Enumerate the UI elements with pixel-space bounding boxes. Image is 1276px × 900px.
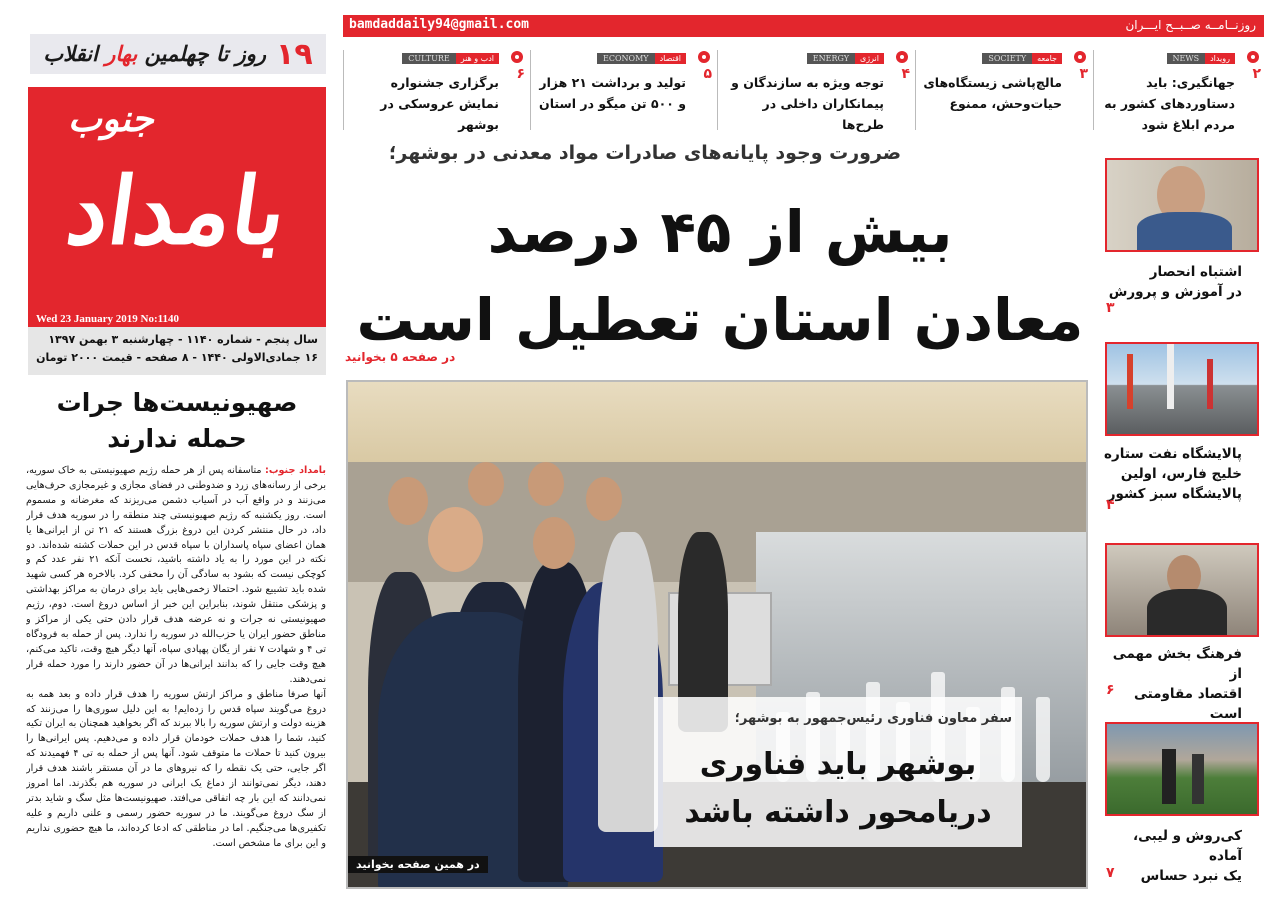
teaser-bullet-icon [511,51,523,63]
section-tag: ENERGY انرژی [807,52,884,64]
right-story-3[interactable]: فرهنگ بخش مهمی از اقتصاد مقاومتی است [1112,646,1242,722]
contact-email[interactable]: bamdaddaily94@gmail.com [349,17,530,32]
teaser-text: تولید و برداشت ۲۱ هزار و ۵۰۰ تن میگو در استان [539,75,686,111]
section-tag: ECONOMY اقتصاد [597,52,686,64]
teaser-bullet-icon [1074,51,1086,63]
page-number: ۲ [1252,66,1261,82]
issue-line-1: سال پنجم - شماره ۱۱۴۰ - چهارشنبه ۳ بهمن ۱۳۹۷ [48,333,318,346]
right-story-4[interactable]: کی‌روش و لیبی، آماده یک نبرد حساس [1133,828,1242,884]
page-number: ۳ [1079,66,1088,82]
countdown-text: روز تا چهلمین بهار انقلاب [43,42,267,66]
logo-subtitle: جنوب [68,99,154,140]
right-story-2[interactable]: پالایشگاه نفت ستاره خلیج فارس، اولین پالایشگاه سبز کشور [1104,446,1242,502]
teaser-news[interactable] [1093,50,1265,130]
main-photo[interactable] [346,380,1088,889]
teaser-energy[interactable] [717,50,914,130]
paper-type-label: روزنــامــه صــبــح ایـــران [1125,18,1256,32]
section-tag: NEWS رویداد [1167,52,1235,64]
teaser-economy[interactable] [530,50,716,130]
teaser-text: توجه ویژه به سازندگان و پیمانکاران داخلی در طرح‌ها [731,75,884,132]
issue-date-en: Wed 23 January 2019 No:1140 [36,313,180,325]
page-number: ۶ [516,66,525,82]
photo-caption-box[interactable] [654,697,1022,847]
page-number: ۴ [1106,497,1115,513]
top-strip [343,15,1264,37]
right-story-1[interactable]: اشتباه انحصار در آموزش و پرورش [1108,264,1242,300]
teaser-society[interactable] [915,50,1092,130]
teaser-bullet-icon [698,51,710,63]
page-number: ۷ [1106,865,1115,881]
photo-ceiling [348,382,1086,462]
section-tag: CULTURE ادب و هنر [402,52,499,64]
article-paragraph-1: متاسفانه پس از هر حمله رژیم صهیونیستی به خاک سوریه، برخی از رسانه‌های زرد و ضدوطنی در فضای مجازی و غیرمجازی حرف‌هایی می‌زنند و در واقع آب در آسیاب دشمن می‌ریزند که مغرضانه و مسموم است. روز یکشنبه که رژیم صهیونیستی چند منطقه را در سوریه هدف قرار داد، در حال منتشر کردن این دروغ بزرگ هستند که ۲۱ تن از ایرانی‌ها یا همان اعضای سپاه پاسداران با سپاه قدس در این حملات کشته شده‌اند. دو نکته در این مورد را به یاد داشته باشید، نخست آنکه ۲۱ نفر عدد کم و کوچکی نیست که بشود به سادگی آن را مخفی کرد. بالاخره هر کسی شهید شده باید تشییع شود. احتمالا زخمی‌هایی باید برای درمان به مراکز بهداشتی و پزشکی منتقل شوند، بنابراین این خبر از اساس دروغ است. دوم، رژیم صهیونیستی نه جرات و نه عرضه هدف قرار دادن حتی یکی از مراکز و مناطق حضور ایران یا حزب‌الله در سوریه را ندارد. پس از حمله به فرودگاه تی ۴ و شهادت ۷ نفر از یگان پهپادی سپاه، آنها دیگر هیچ وقت، تاکید می‌کنم، هیچ وقت جایی را که بدانند ایرانی‌ها در آن حضور دارند را مورد حمله قرار نمی‌دهند. [26,465,326,685]
revolution-countdown [30,34,326,74]
logo-wordmark: بامداد [60,157,294,265]
photo-kicker: سفر معاون فناوری رئیس‌جمهور به بوشهر؛ [734,711,1012,726]
newspaper-logo[interactable] [28,87,326,327]
teaser-text: مالچ‌پاشی زیستگاه‌های حیات‌وحش، ممنوع [923,75,1062,111]
teaser-bullet-icon [1247,51,1259,63]
article-lead: بامداد جنوب: [265,465,326,476]
thumb-education[interactable] [1105,158,1259,252]
page-number: ۳ [1106,300,1115,316]
thumb-football[interactable] [1105,722,1259,816]
page-number: ۵ [703,66,712,82]
teaser-text: جهانگیری: باید دستاوردهای کشور به مردم ابلاغ شود [1104,75,1235,132]
teaser-text: برگزاری جشنواره نمایش عروسکی در بوشهر [380,75,499,132]
page-number: ۶ [1106,682,1115,698]
photo-headline: بوشهر باید فناوری دریامحور داشته باشد [684,747,992,830]
issue-info [28,327,326,375]
section-tag: SOCIETY جامعه [982,52,1062,64]
in-page-note: در همین صفحه بخوانید [348,856,488,873]
issue-line-2: ۱۶ جمادی‌الاولی ۱۴۴۰ - ۸ صفحه - قیمت ۲۰۰۰ تومان [36,351,318,364]
main-kicker: ضرورت وجود پایانه‌های صادرات مواد معدنی در بوشهر؛ [388,142,902,164]
left-article-body [26,464,326,884]
thumb-refinery[interactable] [1105,342,1259,436]
article-paragraph-2: آنها صرفا مناطق و مراکز ارتش سوریه را هدف قرار داده و بعد همه به دروغ می‌گویند سپاه قدس را زده‌ایم! به این دلیل سوری‌ها را می‌زنند که هزینه دولت و ارتش سوریه را بالا ببرند که اگر بخواهید همچنان به ایران تکیه کنید، شما را هدف حملات خودمان قرار داده و می‌دهیم. پس ایرانی‌ها را بیرون کنید تا حملات ما متوقف شود. آنها پس از حمله به تی ۴ فهمیدند که اگر جایی، حتی یک نقطه را که نیروهای ما در آن مستقر باشند هدف قرار دهند، دیگر نمی‌توانند از دماغ یک ایرانی در سوریه هم بگذرند. اما امروز نمی‌دانند که این بار چه اتفاقی می‌افتد. صهیونیست‌ها مثل سگ و شاید بدتر از سگ دروغ می‌گویند. ما در سوریه حضور رسمی و علنی داریم و علیه تکفیری‌ها می‌جنگیم. اما در مناطقی که ادعا کرده‌اند، ما هیچ حضوری نداریم و این برای ما مشخص است. [26,688,326,849]
see-page-note[interactable]: در صفحه ۵ بخوانید [345,350,456,364]
teaser-culture[interactable] [343,50,529,130]
page-number: ۴ [901,66,910,82]
left-article-title[interactable]: صهیونیست‌ها جرات حمله ندارند [56,388,298,453]
teaser-bullet-icon [896,51,908,63]
thumb-culture[interactable] [1105,543,1259,637]
countdown-number: ۱۹ [276,36,313,72]
main-headline[interactable]: بیش از ۴۵ درصد معادن استان تعطیل است [356,198,1084,354]
